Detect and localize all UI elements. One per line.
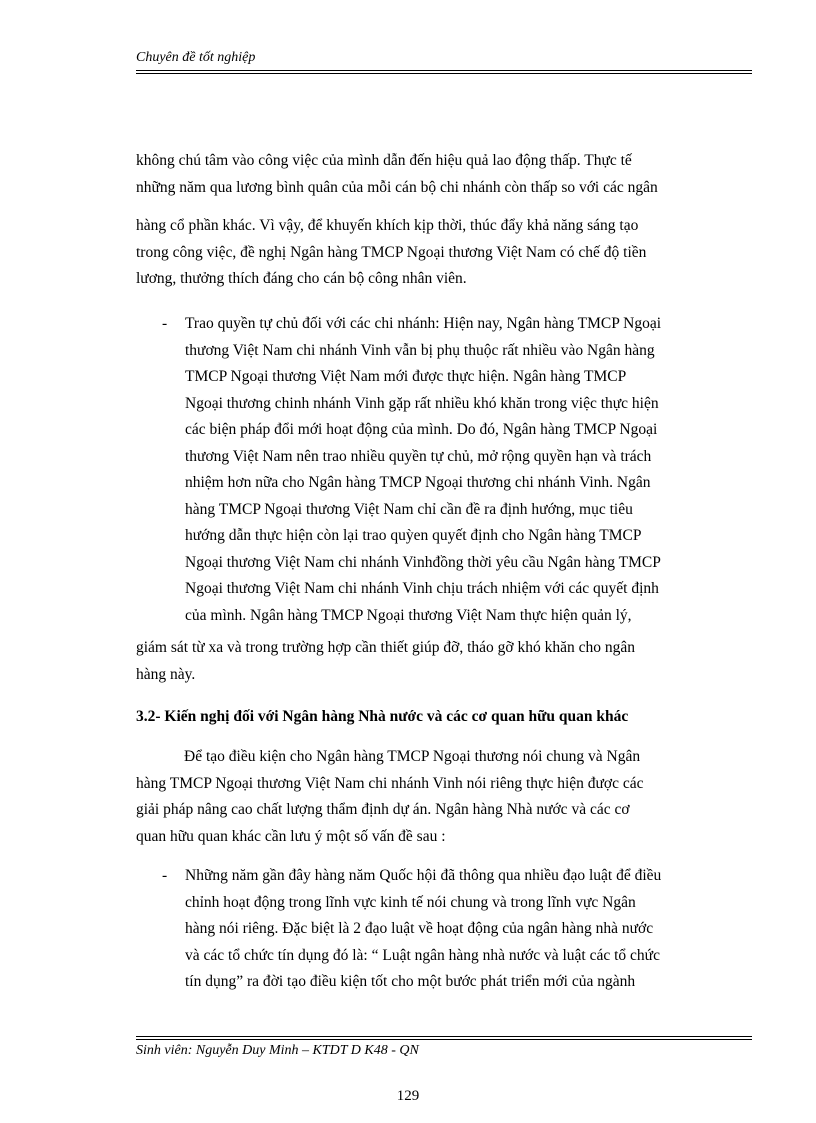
- bullet-item-2: [136, 863, 736, 996]
- text-line: Ngoại thương Việt Nam chi nhánh Vinhđồng thời yêu cầu Ngân hàng TMCP: [185, 553, 661, 571]
- text-line: Ngoại thương Việt Nam chi nhánh Vinh chịu trách nhiệm với các quyết định: [185, 580, 659, 597]
- footer-author: Sinh viên: Nguyễn Duy Minh – KTDT D K48 - QN: [136, 1043, 419, 1058]
- text-line: các biện pháp đổi mới hoạt động của mình. Do đó, Ngân hàng TMCP Ngoại: [185, 421, 658, 438]
- page-number: 129: [396, 1088, 420, 1104]
- text-line: thương Việt Nam chi nhánh Vinh vẫn bị phụ thuộc rất nhiều vào Ngân hàng: [185, 341, 655, 359]
- section-heading: [136, 704, 736, 731]
- document-title: Chuyên đề tốt nghiệp: [136, 50, 256, 65]
- text-line: giải pháp nâng cao chất lượng thẩm định dự án. Ngân hàng Nhà nước và các cơ: [136, 801, 630, 818]
- text-line: thương Việt Nam nên trao nhiều quyền tự chủ, mở rộng quyền hạn và trách: [185, 447, 652, 465]
- paragraph-4: [136, 744, 736, 850]
- bullet-item-1: [136, 311, 736, 629]
- header-rule-top: [136, 70, 752, 71]
- text-line: Ngoại thương chinh nhánh Vinh gặp rất nhiều khó khăn trong việc thực hiện: [185, 394, 659, 412]
- text-line: những năm qua lương bình quân của mỗi cán bộ chi nhánh còn thấp so với các ngân: [136, 178, 658, 196]
- paragraph-3: [136, 635, 736, 688]
- text-line: nhiệm hơn nữa cho Ngân hàng TMCP Ngoại thương chi nhánh Vinh. Ngân: [185, 474, 651, 491]
- text-line: của mình. Ngân hàng TMCP Ngoại thương Việt Nam thực hiện quản lý,: [185, 606, 632, 624]
- text-line: TMCP Ngoại thương Việt Nam mới được thực hiện. Ngân hàng TMCP: [185, 368, 627, 385]
- text-line: và các tổ chức tín dụng đó là: “ Luật ngân hàng nhà nước và luật các tổ chức: [185, 946, 660, 964]
- text-line: giám sát từ xa và trong trường hợp cần thiết giúp đỡ, tháo gỡ khó khăn cho ngân: [136, 639, 635, 656]
- footer-rule-bottom: [136, 1039, 752, 1040]
- text-line: lương, thưởng thích đáng cho cán bộ công nhân viên.: [136, 270, 467, 287]
- header-rule-bottom: [136, 73, 752, 74]
- text-line: Để tạo điều kiện cho Ngân hàng TMCP Ngoại thương nói chung và Ngân: [184, 748, 641, 765]
- text-line: Trao quyền tự chủ đối với các chi nhánh: Hiện nay, Ngân hàng TMCP Ngoại: [185, 315, 662, 332]
- text-line: hàng TMCP Ngoại thương Việt Nam chỉ cần đề ra định hướng, mục tiêu: [185, 500, 633, 518]
- text-line: trong công việc, đề nghị Ngân hàng TMCP Ngoại thương Việt Nam có chế độ tiền: [136, 243, 647, 261]
- text-line: không chú tâm vào công việc của mình dẫn đến hiệu quả lao động thấp. Thực tế: [136, 152, 632, 169]
- text-line: hướng dẫn thực hiện còn lại trao quỳen quyết định cho Ngân hàng TMCP: [185, 527, 642, 544]
- footer-rule-top: [136, 1036, 752, 1037]
- bullet-dash: -: [162, 315, 168, 332]
- text-line: hàng nói riêng. Đặc biệt là 2 đạo luật về hoạt động của ngân hàng nhà nước: [185, 920, 654, 937]
- bullet-dash: -: [162, 867, 168, 884]
- text-line: chỉnh hoạt động trong lĩnh vực kinh tế nói chung và trong lĩnh vực Ngân: [185, 893, 636, 911]
- heading-text: 3.2- Kiến nghị đối với Ngân hàng Nhà nước và các cơ quan hữu quan khác: [136, 708, 629, 725]
- text-line: hàng TMCP Ngoại thương Việt Nam chi nhánh Vinh nói riêng thực hiện được các: [136, 774, 644, 792]
- paragraph-1: [136, 148, 736, 201]
- text-line: quan hữu quan khác cần lưu ý một số vấn đề sau :: [136, 827, 446, 845]
- text-line: Những năm gần đây hàng năm Quốc hội đã thông qua nhiều đạo luật để điều: [185, 867, 662, 884]
- text-line: hàng này.: [136, 665, 196, 683]
- text-line: tín dụng” ra đời tạo điều kiện tốt cho một bước phát triển mới của ngành: [185, 973, 636, 990]
- paragraph-2: [136, 213, 736, 293]
- text-line: hàng cổ phần khác. Vì vậy, để khuyến khích kịp thời, thúc đẩy khả năng sáng tạo: [136, 217, 639, 234]
